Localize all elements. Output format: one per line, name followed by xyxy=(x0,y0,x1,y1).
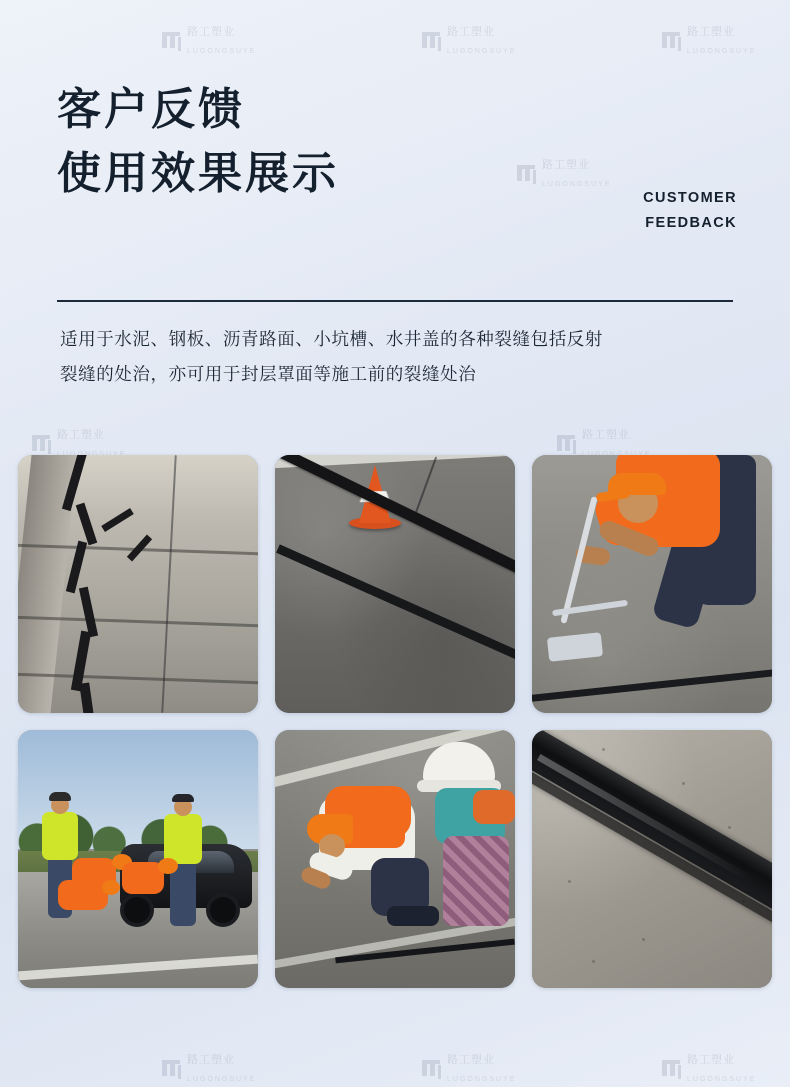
gallery-photo-6 xyxy=(532,730,772,988)
brand-logo-icon xyxy=(660,29,682,51)
header-divider xyxy=(57,300,733,302)
page-title-english xyxy=(643,186,737,237)
page-description xyxy=(60,322,740,392)
brand-logo-icon xyxy=(30,432,52,454)
brand-logo-icon xyxy=(160,29,182,51)
watermark-brand: 路工塑业 xyxy=(582,429,630,441)
description-line-1: 适用于水泥、钢板、沥青路面、小坑槽、水井盖的各种裂缝包括反射 xyxy=(60,329,603,349)
watermark-brand: 路工塑业 xyxy=(447,26,495,38)
page-title-english-line1: CUSTOMER xyxy=(643,190,737,206)
watermark-brand: 路工塑业 xyxy=(57,429,105,441)
watermark xyxy=(160,22,256,58)
watermark-sub: LUGONGSUYE xyxy=(187,48,257,55)
brand-logo-icon xyxy=(160,1057,182,1079)
page-header xyxy=(57,78,737,232)
gallery-photo-3 xyxy=(532,455,772,713)
watermark-brand: 路工塑业 xyxy=(687,1054,735,1066)
watermark-brand: 路工塑业 xyxy=(187,1054,235,1066)
watermark-sub: LUGONGSUYE xyxy=(542,181,612,188)
watermark-sub: LUGONGSUYE xyxy=(447,1076,517,1083)
brand-logo-icon xyxy=(555,432,577,454)
watermark-sub: LUGONGSUYE xyxy=(687,1076,757,1083)
gallery-photo-1 xyxy=(18,455,258,713)
watermark xyxy=(420,1050,516,1086)
watermark-brand: 路工塑业 xyxy=(187,26,235,38)
brand-logo-icon xyxy=(420,29,442,51)
watermark xyxy=(660,22,756,58)
page-title-line2: 使用效果展示 xyxy=(57,148,339,198)
watermark-brand: 路工塑业 xyxy=(687,26,735,38)
photo-gallery xyxy=(18,455,772,988)
watermark-brand: 路工塑业 xyxy=(542,159,590,171)
watermark-sub: LUGONGSUYE xyxy=(447,48,517,55)
watermark xyxy=(420,22,516,58)
description-line-2: 裂缝的处治，亦可用于封层罩面等施工前的裂缝处治 xyxy=(60,364,477,384)
watermark-sub: LUGONGSUYE xyxy=(687,48,757,55)
watermark xyxy=(160,1050,256,1086)
gallery-photo-2 xyxy=(275,455,515,713)
brand-logo-icon xyxy=(660,1057,682,1079)
gallery-photo-5 xyxy=(275,730,515,988)
page-title-english-line2: FEEDBACK xyxy=(645,215,737,232)
watermark-brand: 路工塑业 xyxy=(447,1054,495,1066)
watermark-sub: LUGONGSUYE xyxy=(187,1076,257,1083)
watermark xyxy=(660,1050,756,1086)
brand-logo-icon xyxy=(420,1057,442,1079)
gallery-photo-4 xyxy=(18,730,258,988)
page-title-line1: 客户反馈 xyxy=(57,85,245,134)
